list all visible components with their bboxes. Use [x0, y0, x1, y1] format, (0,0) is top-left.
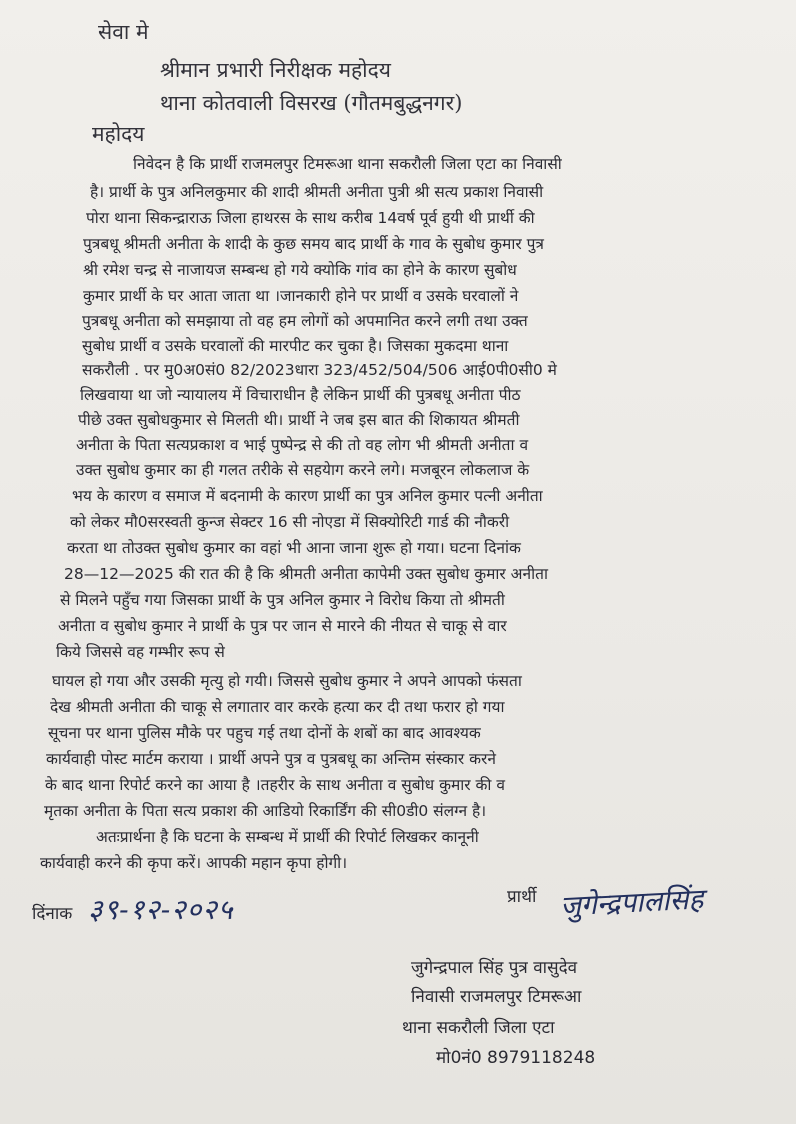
- body-line: अनीता के पिता सत्यप्रकाश व भाई पुष्पेन्द्र से की तो वह लोग भी श्रीमती अनीता व: [76, 436, 529, 454]
- body-line: अतःप्रार्थना है कि घटना के सम्बन्ध में प्रार्थी की रिपोर्ट लिखकर कानूनी: [96, 828, 479, 846]
- sender-station: थाना सकरौली जिला एटा: [402, 1018, 555, 1038]
- greeting: महोदय: [92, 122, 145, 146]
- body-line: 28—12—2025 की रात की है कि श्रीमती अनीता कापेमी उक्त सुबोध कुमार अनीता: [64, 565, 548, 583]
- body-line: है। प्रार्थी के पुत्र अनिलकुमार की शादी श्रीमती अनीता पुत्री श्री सत्य प्रकाश निवासी: [90, 183, 544, 201]
- applicant-label: प्रार्थी: [507, 887, 537, 907]
- body-line: कार्यवाही करने की कृपा करें। आपकी महान कृपा होगी।: [40, 854, 348, 872]
- body-line: भय के कारण व समाज में बदनामी के कारण प्रार्थी का पुत्र अनिल कुमार पत्नी अनीता: [72, 487, 543, 505]
- handwritten-signature: जुगेन्द्रपालसिंह: [559, 882, 705, 923]
- addressee-title: श्रीमान प्रभारी निरीक्षक महोदय: [160, 58, 391, 82]
- body-line: से मिलने पहुँच गया जिसका प्रार्थी के पुत्र अनिल कुमार ने विरोध किया तो श्रीमती: [60, 591, 505, 609]
- body-line: कुमार प्रार्थी के घर आता जाता था ।जानकारी होने पर प्रार्थी व उसके घरवालों ने: [83, 287, 519, 305]
- addressee-station: थाना कोतवाली विसरख (गौतमबुद्धनगर): [160, 91, 463, 115]
- body-line: किये जिससे वह गम्भीर रूप से: [56, 643, 225, 661]
- body-line: को लेकर मौ0सरस्वती कुन्ज सेक्टर 16 सी नोएडा में सिक्योरिटी गार्ड की नौकरी: [70, 513, 510, 531]
- body-line: पोरा थाना सिकन्द्राराऊ जिला हाथरस के साथ करीब 14वर्ष पूर्व हुयी थी प्रार्थी की: [86, 209, 535, 227]
- body-line: पुत्रबधू अनीता को समझाया तो वह हम लोगों को अपमानित करने लगी तथा उक्त: [82, 312, 528, 330]
- body-line: पुत्रबधू श्रीमती अनीता के शादी के कुछ समय बाद प्रार्थी के गाव के सुबोध कुमार पुत्र: [83, 235, 544, 253]
- handwritten-date: ३९-१२-२०२५: [88, 893, 234, 926]
- body-line: मृतका अनीता के पिता सत्य प्रकाश की आडियो रिकार्डिंग की सी0डी0 संलग्न है।: [44, 802, 487, 820]
- date-label: दिंनाक: [32, 904, 73, 924]
- body-line: अनीता व सुबोध कुमार ने प्रार्थी के पुत्र पर जान से मारने की नीयत से चाकू से वार: [58, 617, 507, 635]
- body-line: कार्यवाही पोस्ट मार्टम कराया । प्रार्थी अपने पुत्र व पुत्रबधू का अन्तिम संस्कार करने: [46, 750, 496, 768]
- body-line: सकरौली . पर मु0अ0सं0 82/2023धारा 323/452/504/506 आई0पी0सी0 मे: [82, 361, 557, 379]
- body-line: सूचना पर थाना पुलिस मौके पर पहुच गई तथा दोनों के शबों का बाद आवश्यक: [48, 724, 481, 742]
- body-line: घायल हो गया और उसकी मृत्यु हो गयी। जिससे सुबोध कुमार ने अपने आपको फंसता: [52, 672, 522, 690]
- body-line: लिखवाया था जो न्यायालय में विचाराधीन है लेकिन प्रार्थी की पुत्रबधू अनीता पीठ: [80, 386, 521, 404]
- body-line: सुबोध प्रार्थी व उसके घरवालों की मारपीट कर चुका है। जिसका मुकदमा थाना: [82, 337, 509, 355]
- body-line: श्री रमेश चन्द्र से नाजायज सम्बन्ध हो गये क्योकि गांव का होने के कारण सुबोध: [83, 261, 517, 279]
- body-line: देख श्रीमती अनीता की चाकू से लगातार वार करके हत्या कर दी तथा फरार हो गया: [50, 698, 505, 716]
- body-line: उक्त सुबोध कुमार का ही गलत तरीके से सहयेाग करने लगे। मजबूरन लोकलाज के: [76, 461, 530, 479]
- salutation-to: सेवा मे: [98, 20, 149, 44]
- sender-village: निवासी राजमलपुर टिमरूआ: [411, 987, 582, 1007]
- body-line: के बाद थाना रिपोर्ट करने का आया है ।तहरीर के साथ अनीता व सुबोध कुमार की व: [45, 776, 505, 794]
- body-line: करता था तोउक्त सुबोध कुमार का वहां भी आना जाना शुरू हो गया। घटना दिनांक: [67, 539, 521, 557]
- body-line: निवेदन है कि प्रार्थी राजमलपुर टिमरूआ थाना सकरौली जिला एटा का निवासी: [133, 155, 562, 173]
- body-line: पीछे उक्त सुबोधकुमार से मिलती थी। प्रार्थी ने जब इस बात की शिकायत श्रीमती: [78, 411, 520, 429]
- sender-name: जुगेन्द्रपाल सिंह पुत्र वासुदेव: [411, 958, 578, 978]
- sender-mobile: मो0नं0 8979118248: [436, 1048, 596, 1068]
